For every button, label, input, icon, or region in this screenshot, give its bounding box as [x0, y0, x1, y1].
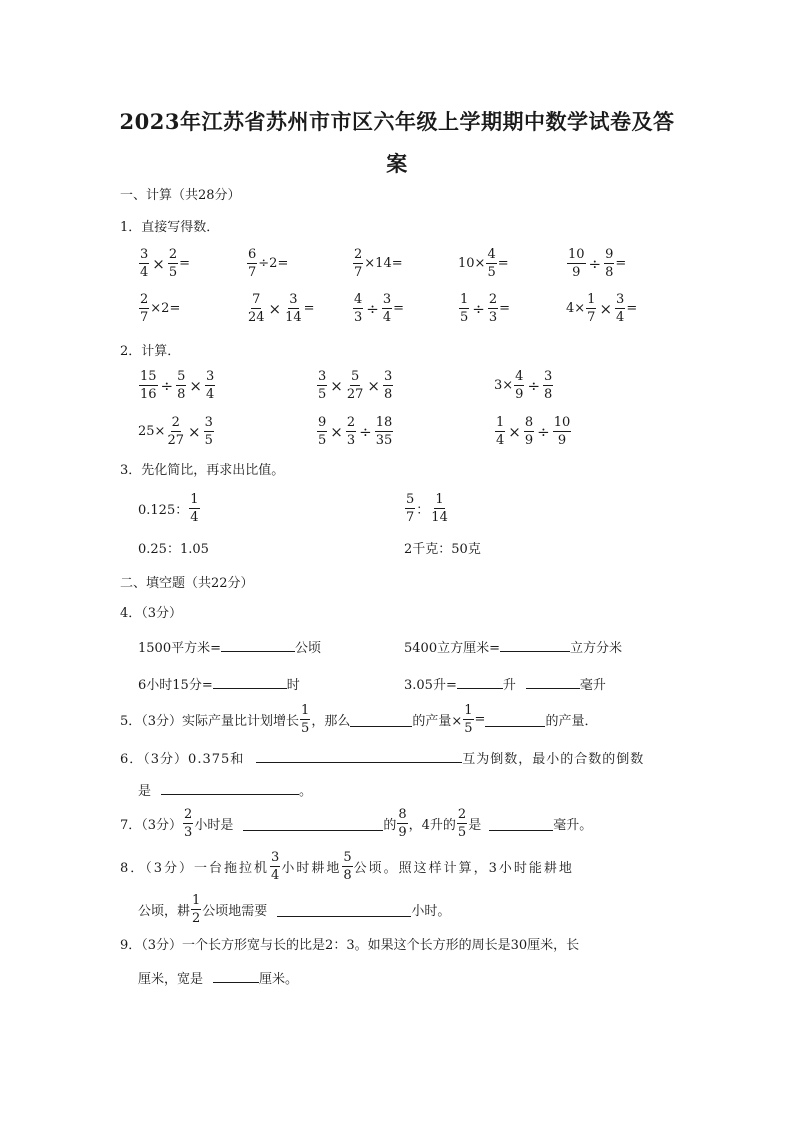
fraction: $\frac{15}{16}$: [140, 369, 157, 402]
fraction: $\frac{3}{8}$: [544, 369, 553, 402]
question-1-label: 1．直接写得数．: [120, 220, 220, 235]
fraction: $\frac{5}{7}$: [406, 492, 415, 525]
exam-title-line2: 案: [386, 151, 408, 176]
q4-item-b: 5400立方厘米= 立方分米: [404, 638, 622, 658]
q2-r1-expr-c: 3× $\frac{4}{9}$ ÷ $\frac{3}{8}$: [494, 369, 553, 402]
fraction: $\frac{3}{4}$: [205, 369, 215, 402]
q3-ratio-a: 0.125： $\frac{1}{4}$: [138, 492, 199, 525]
q1-r1-expr-c: $\frac{2}{7}$ ×14=: [354, 247, 403, 280]
question-9-line1: 9．（3分）一个长方形宽与长的比是2：3。如果这个长方形的周长是30厘米，长: [120, 938, 580, 953]
answer-blank[interactable]: [213, 969, 259, 983]
fraction: $\frac{1}{5}$: [301, 703, 310, 736]
q2-r2-expr-c: $\frac{1}{4}$ × $\frac{8}{9}$ ÷ $\frac{10}{9}$: [496, 415, 571, 448]
exam-title-line1: 2023年江苏省苏州市市区六年级上学期期中数学试卷及答: [119, 109, 675, 134]
fraction: $\frac{9}{5}$: [318, 415, 327, 448]
q1-r2-expr-c: $\frac{4}{3}$ ÷ $\frac{3}{4}$ =: [354, 292, 405, 325]
fraction: $\frac{1}{4}$: [190, 492, 199, 525]
fraction: $\frac{3}{4}$: [271, 850, 280, 883]
q4-item-d: 3.05升= 升 毫升: [404, 675, 606, 695]
fraction: $\frac{5}{8}$: [177, 369, 186, 402]
fraction: $\frac{1}{7}$: [587, 292, 596, 325]
fraction: $\frac{1}{4}$: [496, 415, 505, 448]
question-6-line2: 是 。: [138, 781, 312, 801]
answer-blank[interactable]: [500, 638, 570, 652]
fraction: $\frac{4}{5}$: [487, 247, 496, 280]
question-5: 5．（3分）实际产量比计划增长 $\frac{1}{5}$ ，那么 的产量× $\frac{1}{5}$ = 的产量．: [120, 703, 598, 736]
fraction: $\frac{4}{3}$: [354, 292, 363, 325]
fraction: $\frac{2}{5}$: [457, 807, 467, 840]
fraction: $\frac{2}{3}$: [184, 807, 193, 840]
answer-blank[interactable]: [457, 675, 503, 689]
fraction: $\frac{2}{27}$: [167, 415, 184, 448]
q4-item-c: 6小时15分= 时: [138, 675, 300, 695]
q2-r2-expr-b: $\frac{9}{5}$ × $\frac{2}{3}$ ÷ $\frac{18}{35}$: [318, 415, 393, 448]
fraction: $\frac{5}{27}$: [346, 369, 364, 402]
answer-blank[interactable]: [161, 781, 299, 795]
q1-r1-expr-a: $\frac{3}{4}$ × $\frac{2}{5}$ =: [140, 247, 191, 280]
fraction: $\frac{1}{5}$: [464, 703, 473, 736]
question-2-label: 2．计算．: [120, 344, 181, 359]
fraction: $\frac{2}{3}$: [488, 292, 498, 325]
question-4-label: 4．（3分）: [120, 606, 183, 621]
fraction: $\frac{3}{4}$: [616, 292, 625, 325]
fraction: $\frac{8}{9}$: [524, 415, 534, 448]
fraction: $\frac{7}{24}$: [248, 292, 265, 325]
q1-r2-expr-a: $\frac{2}{7}$ ×2=: [140, 292, 181, 325]
fraction: $\frac{3}{4}$: [140, 247, 149, 280]
fraction: $\frac{2}{7}$: [140, 292, 149, 325]
fraction: $\frac{9}{8}$: [605, 247, 614, 280]
q1-r1-expr-b: $\frac{6}{7}$ ÷2=: [248, 247, 289, 280]
fraction: $\frac{18}{35}$: [375, 415, 393, 448]
answer-blank[interactable]: [213, 675, 287, 689]
question-3-label: 3．先化简比，再求出比值。: [120, 463, 285, 478]
fraction: $\frac{6}{7}$: [248, 247, 257, 280]
q1-r2-expr-b: $\frac{7}{24}$ × $\frac{3}{14}$ =: [248, 292, 315, 325]
fraction: $\frac{4}{9}$: [515, 369, 524, 402]
fraction: $\frac{3}{8}$: [383, 369, 393, 402]
q1-r1-expr-d: 10× $\frac{4}{5}$ =: [458, 247, 509, 280]
question-9-line2: 厘米，宽是 厘米。: [138, 969, 298, 989]
fraction: $\frac{1}{5}$: [460, 292, 469, 325]
fraction: $\frac{1}{14}$: [431, 492, 448, 525]
q1-r2-expr-e: 4× $\frac{1}{7}$ × $\frac{3}{4}$ =: [566, 292, 638, 325]
answer-blank[interactable]: [256, 749, 462, 763]
q2-r1-expr-a: $\frac{15}{16}$ ÷ $\frac{5}{8}$ × $\frac{3}{4}$: [140, 369, 215, 402]
section-heading-calc: 一、计算（共28分）: [120, 188, 241, 203]
question-7: 7．（3分） $\frac{2}{3}$ 小时是 的 $\frac{8}{9}$ ，4升的 $\frac{2}{5}$ 是 毫升。: [120, 807, 593, 840]
fraction: $\frac{10}{9}$: [568, 247, 585, 280]
fraction: $\frac{2}{7}$: [354, 247, 363, 280]
answer-blank[interactable]: [243, 817, 383, 831]
q3-ratio-c: 0.25：1.05: [138, 542, 209, 557]
question-8-line1: 8．（3分）一台拖拉机 $\frac{3}{4}$ 小时耕地 $\frac{5}{8}$ 公顷。照这样计算，3小时能耕地: [120, 850, 574, 883]
q1-r1-expr-e: $\frac{10}{9}$ ÷ $\frac{9}{8}$ =: [568, 247, 627, 280]
question-6-line1: 6．（3分）0.375和 互为倒数，最小的合数的倒数: [120, 749, 644, 769]
section-heading-fill: 二、填空题（共22分）: [120, 576, 254, 591]
answer-blank[interactable]: [485, 713, 545, 727]
q3-ratio-d: 2千克：50克: [404, 542, 481, 557]
question-8-line2: 公顷，耕 $\frac{1}{2}$ 公顷地需要 小时。: [138, 893, 451, 926]
fraction: $\frac{1}{2}$: [192, 893, 201, 926]
fraction: $\frac{3}{14}$: [285, 292, 302, 325]
fraction: $\frac{2}{3}$: [346, 415, 356, 448]
q2-r2-expr-a: 25× $\frac{2}{27}$ × $\frac{3}{5}$: [138, 415, 213, 448]
answer-blank[interactable]: [277, 903, 411, 917]
answer-blank[interactable]: [526, 675, 580, 689]
answer-blank[interactable]: [350, 713, 412, 727]
answer-blank[interactable]: [221, 638, 295, 652]
fraction: $\frac{3}{4}$: [382, 292, 392, 325]
q3-ratio-b: $\frac{5}{7}$ ： $\frac{1}{14}$: [406, 492, 448, 525]
fraction: $\frac{5}{8}$: [343, 850, 352, 883]
fraction: $\frac{3}{5}$: [318, 369, 327, 402]
q1-r2-expr-d: $\frac{1}{5}$ ÷ $\frac{2}{3}$ =: [460, 292, 511, 325]
q4-item-a: 1500平方米= 公顷: [138, 638, 321, 658]
fraction: $\frac{2}{5}$: [168, 247, 178, 280]
fraction: $\frac{3}{5}$: [204, 415, 213, 448]
fraction: $\frac{10}{9}$: [553, 415, 571, 448]
answer-blank[interactable]: [489, 817, 553, 831]
q2-r1-expr-b: $\frac{3}{5}$ × $\frac{5}{27}$ × $\frac{3}{8}$: [318, 369, 393, 402]
fraction: $\frac{8}{9}$: [398, 807, 407, 840]
